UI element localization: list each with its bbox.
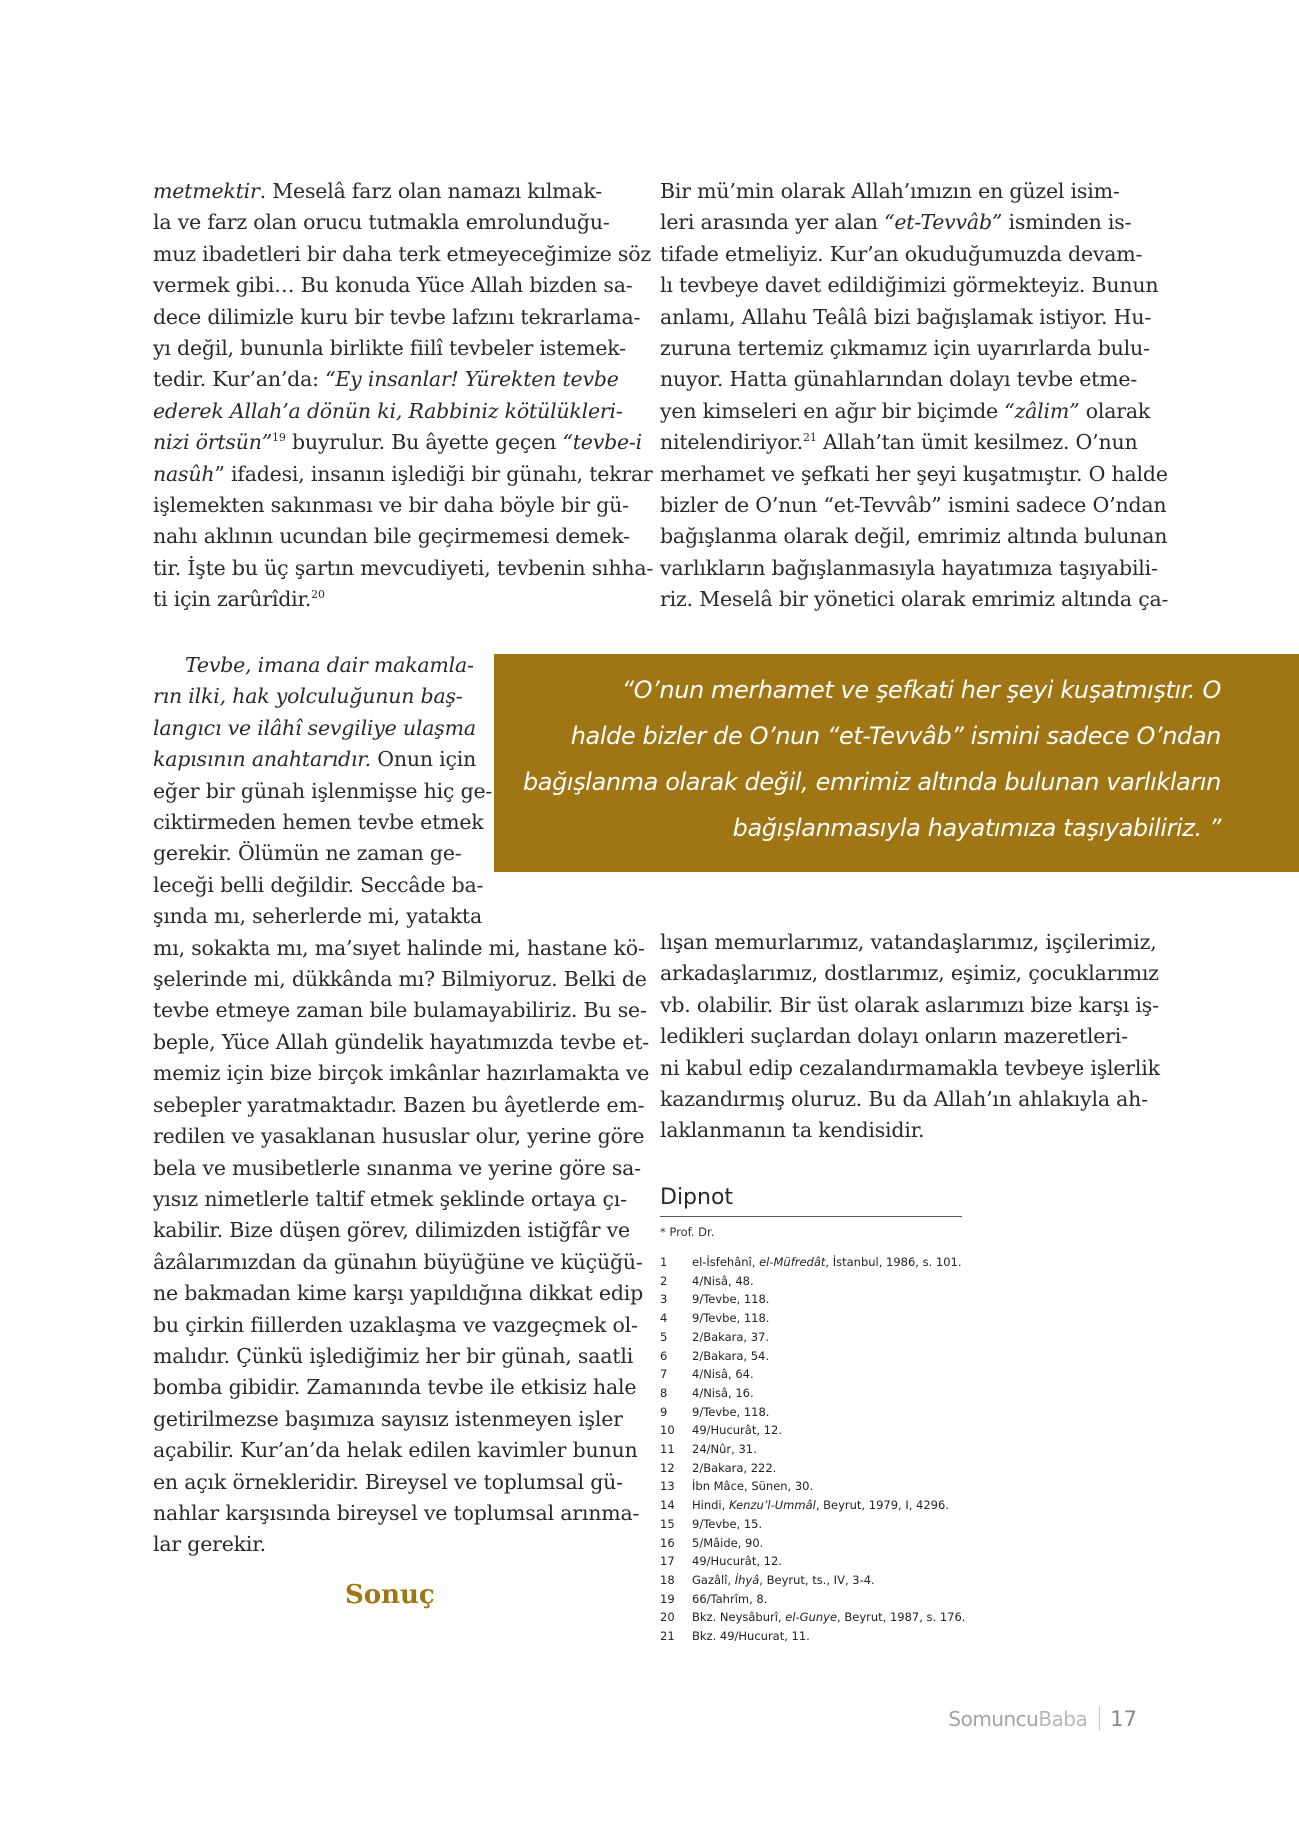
text-line: redilen ve yasaklanan hususlar olur, yerine göre: [153, 1124, 645, 1149]
text-line: ledikleri suçlardan dolayı onların mazeretleri-: [660, 1024, 1128, 1049]
text-line: arkadaşlarımız, dostlarımız, eşimiz, çocuklarımız: [660, 961, 1159, 986]
text-line: leri arasında yer alan “et-Tevvâb” isminden is-: [660, 210, 1132, 235]
pull-quote-line: bağışlanmasıyla hayatımıza taşıyabiliriz. ”: [732, 814, 1221, 842]
text-line: yı değil, bununla birlikte fiilî tevbeler istemek-: [153, 336, 626, 361]
footnote-number: 2: [660, 1273, 668, 1288]
footnotes-title: Dipnot: [660, 1185, 962, 1217]
footnote-number: 13: [660, 1479, 675, 1494]
text-line: muz ibadetleri bir daha terk etmeyeceğimize söz: [153, 241, 651, 266]
text-line: dece dilimizle kuru bir tevbe lafzını tekrarlama-: [153, 304, 641, 329]
text-line: vb. olabilir. Bir üst olarak aslarımızı bize karşı iş-: [660, 992, 1159, 1017]
footnote-number: 10: [660, 1423, 675, 1438]
text-line: bomba gibidir. Zamanında tevbe ile etkisiz hale: [153, 1375, 637, 1400]
footnote-number: 1: [660, 1255, 668, 1269]
footnote-number: 14: [660, 1498, 675, 1513]
text-line: varlıkların bağışlanmasıyla hayatımıza taşıyabili-: [660, 555, 1158, 580]
footnote-number: 17: [660, 1554, 675, 1569]
text-line: ciktirmeden hemen tevbe etmek: [153, 810, 484, 835]
text-line: ni kabul edip cezalandırmamakla tevbeye işlerlik: [660, 1055, 1160, 1080]
pull-quote-line: “O’nun merhamet ve şefkati her şeyi kuşatmıştır. O: [621, 676, 1221, 704]
text-line: nasûh” ifadesi, insanın işlediği bir günahı, tekrar: [153, 461, 653, 486]
brand-name-part1: Somuncu: [948, 1707, 1039, 1731]
footnote-item: 16 5/Mâide, 90.: [660, 1534, 962, 1553]
text-line: âzâlarımızdan da günahın büyüğüne ve küçüğü-: [153, 1249, 643, 1274]
footnote-list: [660, 1253, 966, 1646]
footer-divider: [1099, 1707, 1100, 1731]
text-line: tevbe etmeye zaman bile bulamayabiliriz. Bu se-: [153, 998, 647, 1023]
text-line: vermek gibi… Bu konuda Yüce Allah bizden sa-: [153, 273, 633, 298]
text-line: memiz için bize birçok imkânlar hazırlamakta ve: [153, 1061, 650, 1086]
text-line: ti için zarûrîdir.$^{20}$: [153, 587, 325, 612]
footnote-number: 8: [660, 1385, 668, 1400]
text-line: malıdır. Çünkü işlediğimiz her bir günah, saatli: [153, 1343, 634, 1368]
footnote-item: 21 Bkz. 49/Hucurat, 11.: [660, 1627, 962, 1646]
footnote-item: 7 4/Nisâ, 64.: [660, 1365, 962, 1384]
text-line: nitelendiriyor.$^{21}$ Allah’tan ümit kesilmez. O’nun: [660, 430, 1138, 455]
text-line: şelerinde mi, dükkânda mı? Bilmiyoruz. Belki de: [153, 967, 647, 992]
text-line: bağışlanma olarak değil, emrimiz altında bulunan: [660, 524, 1168, 549]
text-line: şında mı, seherlerde mi, yatakta: [153, 904, 482, 929]
text-line: gerekir. Ölümün ne zaman ge-: [153, 841, 462, 866]
footnote-item: 20 Bkz. Neysâburî, el-Gunye, Beyrut, 1987, s. 176.: [660, 1608, 962, 1627]
footnote-number: 11: [660, 1442, 675, 1457]
text-line: tir. İşte bu üç şartın mevcudiyeti, tevbenin sıhha-: [153, 555, 654, 580]
footnote-number: 20: [660, 1610, 675, 1625]
footnote-number: 9: [660, 1404, 668, 1419]
footnote-item: 19 66/Tahrîm, 8.: [660, 1590, 962, 1609]
text-line: eğer bir günah işlenmişse hiç ge-: [153, 778, 493, 803]
text-line: la ve farz olan orucu tutmakla emrolunduğu-: [153, 210, 610, 235]
text-line: tifade etmeliyiz. Kur’an okuduğumuzda devam-: [660, 241, 1143, 266]
text-line: mı, sokakta mı, ma’sıyet halinde mi, hastane kö-: [153, 935, 645, 960]
text-line: metmektir. Meselâ farz olan namazı kılmak-: [153, 179, 603, 203]
footnote-item: 12 2/Bakara, 222.: [660, 1459, 962, 1478]
text-line: açabilir. Kur’an’da helak edilen kavimler bunun: [153, 1438, 638, 1463]
footnote-item: 4 9/Tevbe, 118.: [660, 1309, 962, 1328]
footnote-item: 18 Gazâlî, İhyâ, Beyrut, ts., IV, 3-4.: [660, 1571, 962, 1590]
text-line: bu çirkin fiillerden uzaklaşma ve vazgeçmek ol-: [153, 1312, 638, 1337]
footnote-number: 12: [660, 1460, 675, 1475]
footnote-number: 19: [660, 1591, 675, 1606]
text-line: nahı aklının ucundan bile geçirmemesi demek-: [153, 524, 630, 549]
text-line: yen kimseleri en ağır bir biçimde “zâlim” olarak: [660, 398, 1151, 423]
footnote-number: 16: [660, 1535, 675, 1550]
footnote-item: 1 el-İsfehânî, el-Müfredât, İstanbul, 1986, s. 101.: [660, 1253, 962, 1272]
left-column-top: [153, 176, 654, 616]
footnotes: [660, 1185, 966, 1646]
footnote-number: 18: [660, 1572, 675, 1587]
text-line: ederek Allah’a dönün ki, Rabbiniz kötülükleri-: [153, 398, 623, 423]
text-line: ne bakmadan kime karşı yapıldığına dikkat edip: [153, 1281, 644, 1306]
pull-quote-line: bağışlanma olarak değil, emrimiz altında bulunan varlıkların: [522, 768, 1221, 796]
pull-quote-line: halde bizler de O’nun “et-Tevvâb” ismini sadece O’ndan: [570, 722, 1221, 750]
footnote-number: 15: [660, 1516, 675, 1531]
footnote-item: 14 Hindi, Kenzu’l-Ummâl, Beyrut, 1979, I, 4296.: [660, 1496, 962, 1515]
text-line: anlamı, Allahu Teâlâ bizi bağışlamak istiyor. Hu-: [660, 304, 1152, 329]
text-line: riz. Meselâ bir yönetici olarak emrimiz altında ça-: [660, 587, 1169, 612]
text-line: kabilir. Bize düşen görev, dilimizden istiğfâr ve: [153, 1218, 630, 1243]
footnote-item: 2 4/Nisâ, 48.: [660, 1272, 962, 1291]
text-line: zuruna tertemiz çıkmamız için uyarırlarda bulu-: [660, 336, 1150, 361]
right-column-bottom: [660, 927, 1160, 1147]
footnote-number: 5: [660, 1329, 668, 1344]
pull-quote: [494, 654, 1299, 872]
footnote-number: 3: [660, 1292, 668, 1307]
footnote-item: 8 4/Nisâ, 16.: [660, 1384, 962, 1403]
text-line: leceği belli değildir. Seccâde ba-: [153, 872, 484, 897]
brand-name-part2: Baba: [1038, 1707, 1088, 1731]
text-line: yısız nimetlerle taltif etmek şeklinde ortaya çı-: [153, 1186, 627, 1211]
footnote-item: 3 9/Tevbe, 118.: [660, 1290, 962, 1309]
text-line: işlemekten sakınması ve bir daha böyle bir gü-: [153, 493, 629, 518]
text-line: rın ilki, hak yolculuğunun baş-: [153, 684, 463, 709]
text-line: bela ve musibetlerle sınanma ve yerine göre sa-: [153, 1155, 641, 1180]
text-line: langıcı ve ilâhî sevgiliye ulaşma: [153, 715, 476, 740]
text-line: beple, Yüce Allah gündelik hayatımızda tevbe et-: [153, 1029, 649, 1054]
text-line: nizi örtsün”$^{19}$ buyrulur. Bu âyette geçen “tevbe-i: [153, 430, 643, 455]
section-heading: Sonuç: [345, 1580, 435, 1610]
right-column-top: [660, 176, 1169, 616]
text-line: Bir mü’min olarak Allah’ımızın en güzel isim-: [660, 179, 1120, 203]
text-line: tedir. Kur’an’da: “Ey insanlar! Yürekten tevbe: [153, 367, 619, 392]
footnote-number: 7: [660, 1367, 668, 1382]
footnote-item: 15 9/Tevbe, 15.: [660, 1515, 962, 1534]
text-line: Tevbe, imana dair makamla-: [185, 653, 474, 677]
footnote-number: 6: [660, 1348, 668, 1363]
text-line: nuyor. Hatta günahlarından dolayı tevbe etme-: [660, 367, 1138, 392]
page-footer: [948, 1707, 1137, 1731]
author-note: * Prof. Dr.: [660, 1225, 715, 1239]
text-line: lışan memurlarımız, vatandaşlarımız, işçilerimiz,: [660, 930, 1157, 954]
footnote-number: 21: [660, 1629, 675, 1644]
footnote-item: 9 9/Tevbe, 118.: [660, 1403, 962, 1422]
text-line: merhamet ve şefkati her şeyi kuşatmıştır. O halde: [660, 461, 1168, 486]
text-line: en açık örnekleridir. Bireysel ve toplumsal gü-: [153, 1469, 623, 1494]
text-line: bizler de O’nun “et-Tevvâb” ismini sadece O’ndan: [660, 493, 1167, 518]
text-line: lar gerekir.: [153, 1532, 266, 1557]
text-line: kazandırmış oluruz. Bu da Allah’ın ahlakıyla ah-: [660, 1087, 1148, 1112]
text-line: lı tevbeye davet edildiğimizi görmekteyiz. Bunun: [660, 273, 1159, 298]
footnote-item: 11 24/Nûr, 31.: [660, 1440, 962, 1459]
text-line: getirilmezse başımıza sayısız istenmeyen işler: [153, 1406, 623, 1431]
footnote-item: 10 49/Hucurât, 12.: [660, 1421, 962, 1440]
footnote-item: 13 İbn Mâce, Sünen, 30.: [660, 1477, 962, 1496]
footnote-item: 17 49/Hucurât, 12.: [660, 1552, 962, 1571]
text-line: sebepler yaratmaktadır. Bazen bu âyetlerde em-: [153, 1092, 645, 1117]
text-line: kapısının anahtarıdır. Onun için: [153, 747, 477, 772]
footnote-item: 5 2/Bakara, 37.: [660, 1328, 962, 1347]
text-line: nahlar karşısında bireysel ve toplumsal arınma-: [153, 1500, 640, 1525]
text-line: laklanmanın ta kendisidir.: [660, 1118, 925, 1143]
page-number: 17: [1110, 1707, 1137, 1731]
footnote-number: 4: [660, 1311, 668, 1326]
footnote-item: 6 2/Bakara, 54.: [660, 1347, 962, 1366]
